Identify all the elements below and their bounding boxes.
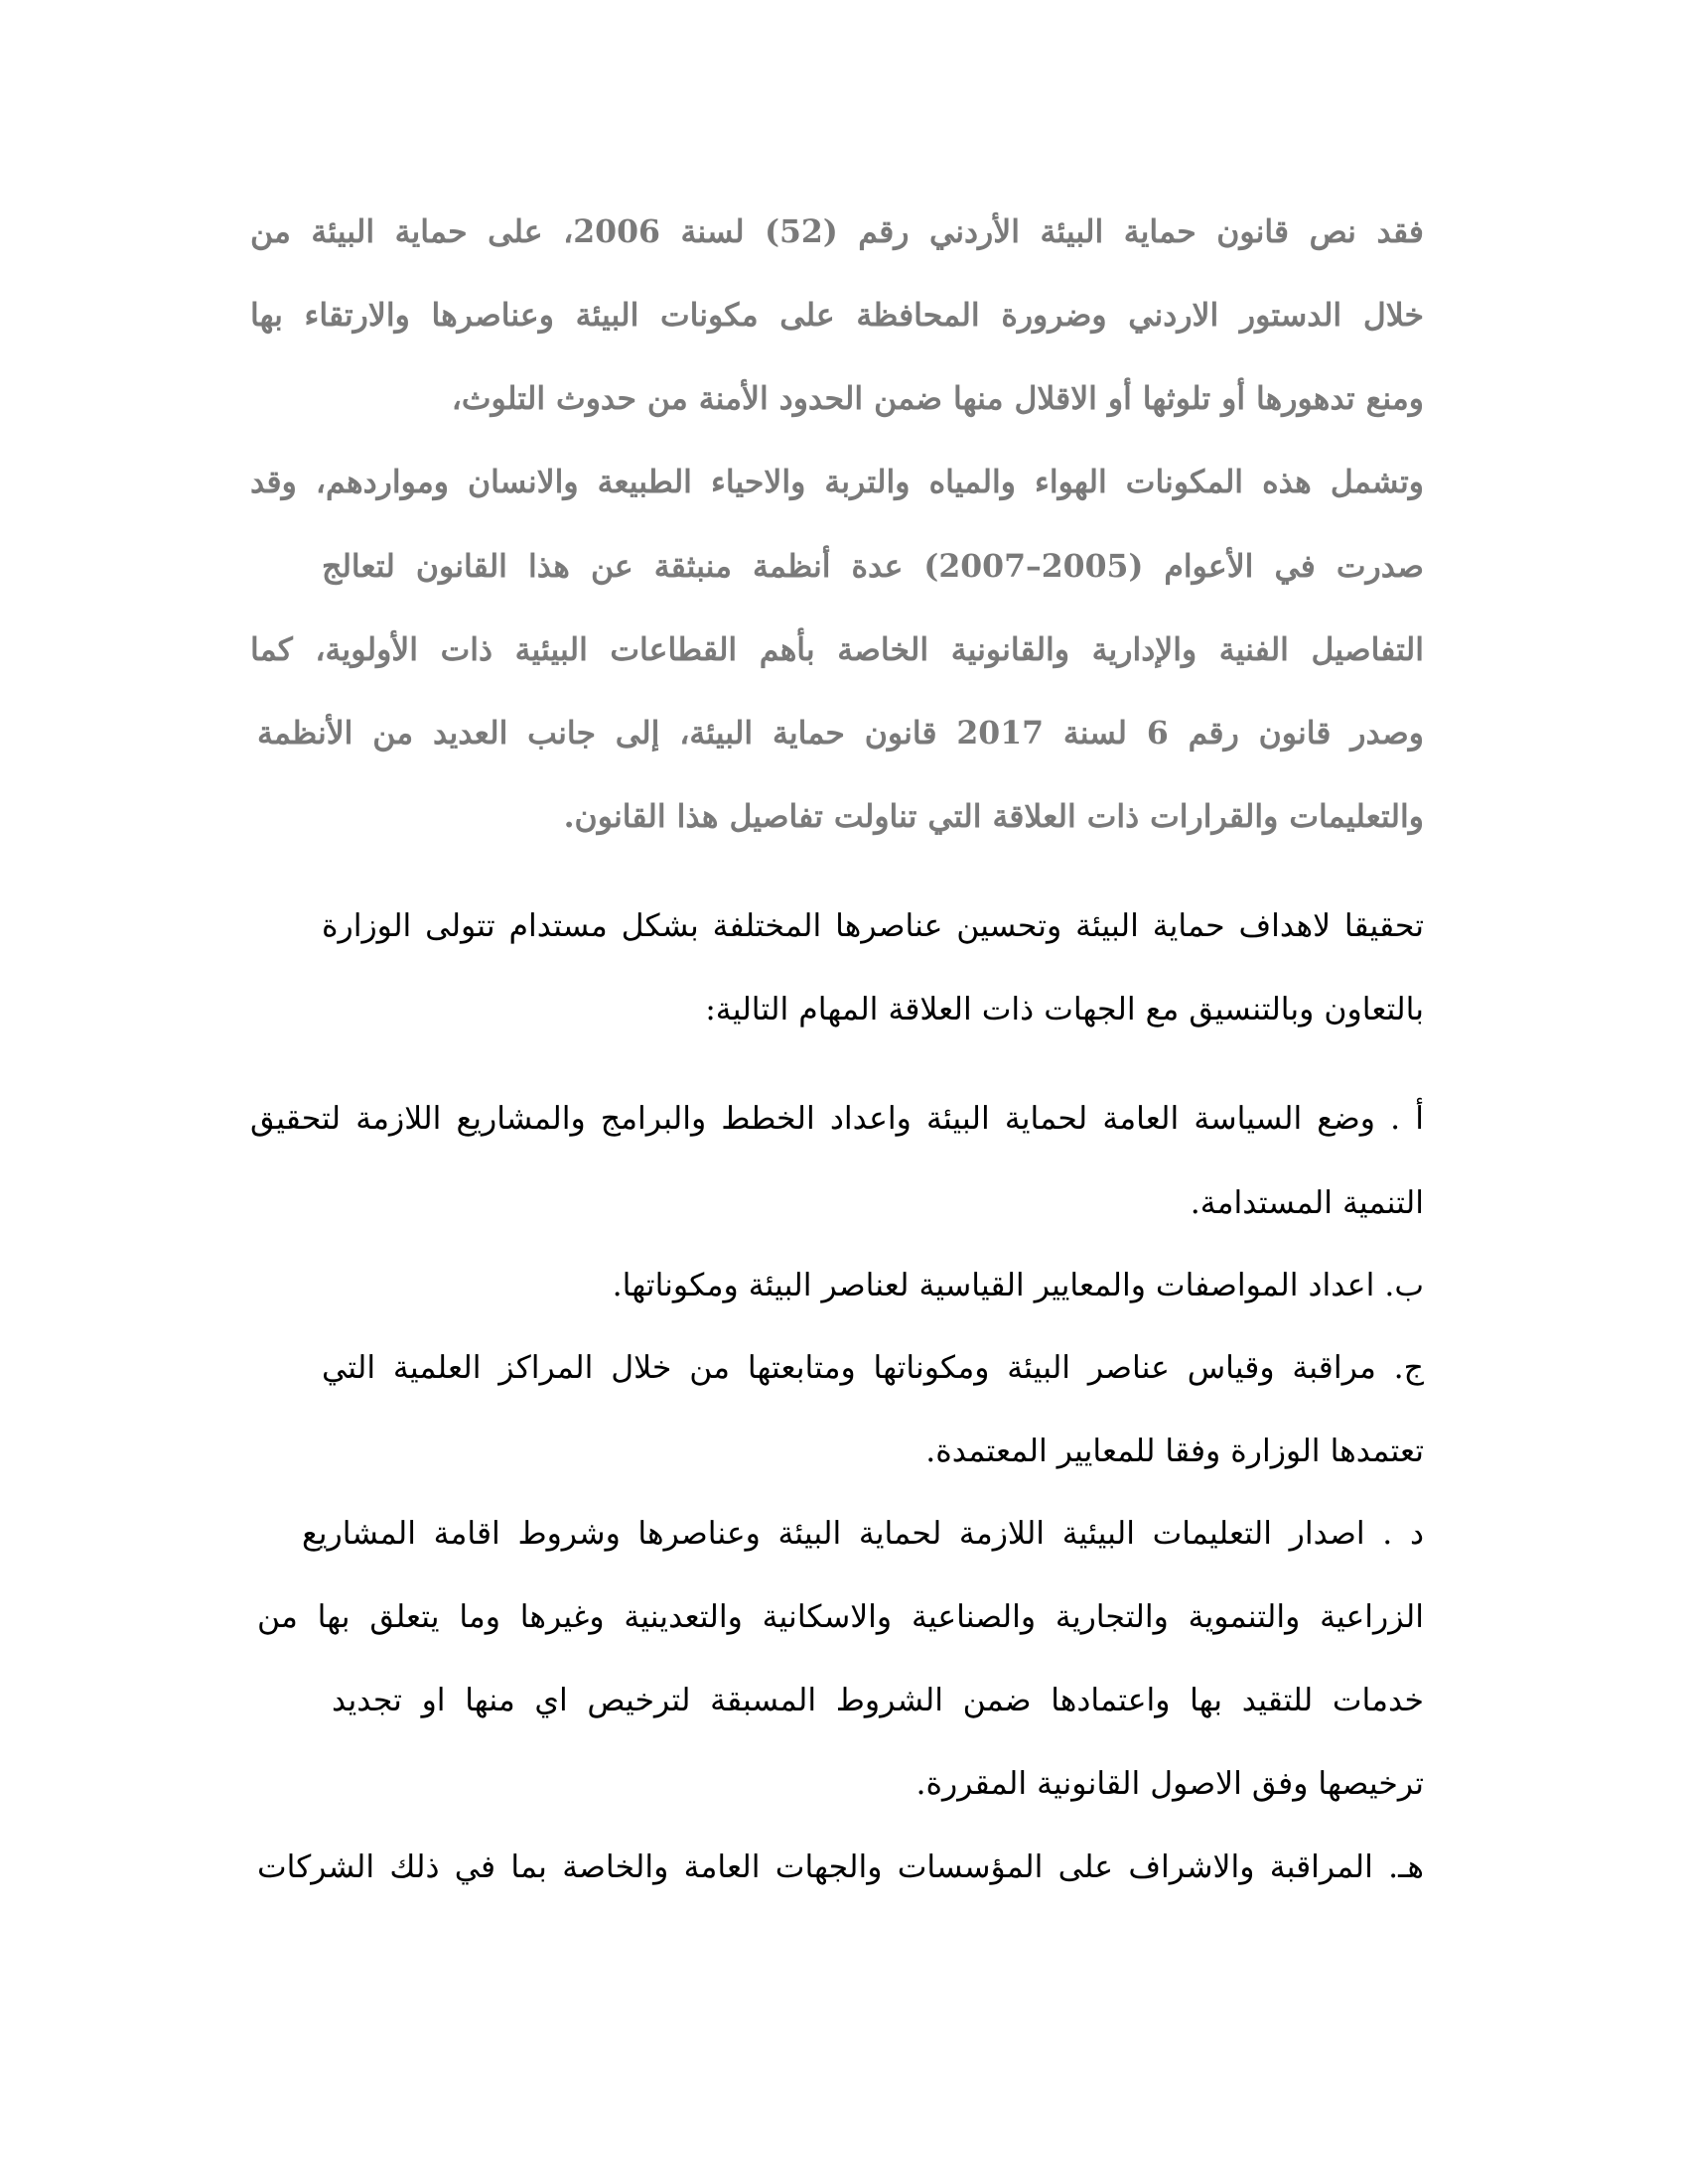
item-d-line-4: ترخيصها وفق الاصول القانونية المقررة.: [915, 1766, 1424, 1802]
item-d-line-1: د . اصدار التعليمات البيئية اللازمة لحماية البيئة وعناصرها وشروط اقامة المشاريع: [302, 1516, 1424, 1552]
item-d-line-2: الزراعية والتنموية والتجارية والصناعية والاسكانية والتعدينية وغيرها وما يتعلق بها من: [257, 1599, 1424, 1635]
paragraph-1-line-4: وتشمل هذه المكونات الهواء والمياه والتربة والاحياء الطبيعة والانسان ومواردهم، وقد: [250, 464, 1424, 500]
item-c-line-1: ج. مراقبة وقياس عناصر البيئة ومكوناتها ومتابعتها من خلال المراكز العلمية التي: [322, 1350, 1424, 1386]
paragraph-1-line-5: صدرت في الأعوام (2005–2007) عدة أنظمة منبثقة عن هذا القانون لتعالج: [322, 548, 1424, 585]
paragraph-1-line-6: التفاصيل الفنية والإدارية والقانونية الخاصة بأهم القطاعات البيئية ذات الأولوية، كما: [250, 631, 1424, 668]
item-a-line-2: التنمية المستدامة.: [1190, 1185, 1424, 1221]
item-d-line-3: خدمات للتقيد بها واعتمادها ضمن الشروط المسبقة لترخيص اي منها او تجديد: [332, 1683, 1424, 1718]
paragraph-1-line-1: فقد نص قانون حماية البيئة الأردني رقم (52) لسنة 2006، على حماية البيئة من: [250, 213, 1424, 250]
item-a-line-1: أ . وضع السياسة العامة لحماية البيئة واعداد الخطط والبرامج والمشاريع اللازمة لتحقيق: [250, 1101, 1424, 1137]
item-b-line-1: ب. اعداد المواصفات والمعايير القياسية لعناصر البيئة ومكوناتها.: [612, 1268, 1424, 1303]
paragraph-1-line-2: خلال الدستور الاردني وضرورة المحافظة على مكونات البيئة وعناصرها والارتقاء بها: [250, 297, 1424, 334]
item-e-line-1: هـ. المراقبة والاشراف على المؤسسات والجهات العامة والخاصة بما في ذلك الشركات: [257, 1849, 1424, 1885]
item-c-line-2: تعتمدها الوزارة وفقا للمعايير المعتمدة.: [925, 1433, 1424, 1469]
paragraph-2-line-1: تحقيقا لاهداف حماية البيئة وتحسين عناصرها المختلفة بشكل مستدام تتولى الوزارة: [322, 908, 1424, 944]
paragraph-1-line-3: ومنع تدهورها أو تلوثها أو الاقلال منها ضمن الحدود الأمنة من حدوث التلوث،: [451, 380, 1424, 417]
paragraph-1-line-8: والتعليمات والقرارات ذات العلاقة التي تناولت تفاصيل هذا القانون.: [563, 798, 1424, 835]
paragraph-1-line-7: وصدر قانون رقم 6 لسنة 2017 قانون حماية البيئة، إلى جانب العديد من الأنظمة: [257, 715, 1424, 751]
paragraph-2-line-2: بالتعاون وبالتنسيق مع الجهات ذات العلاقة المهام التالية:: [705, 992, 1424, 1027]
